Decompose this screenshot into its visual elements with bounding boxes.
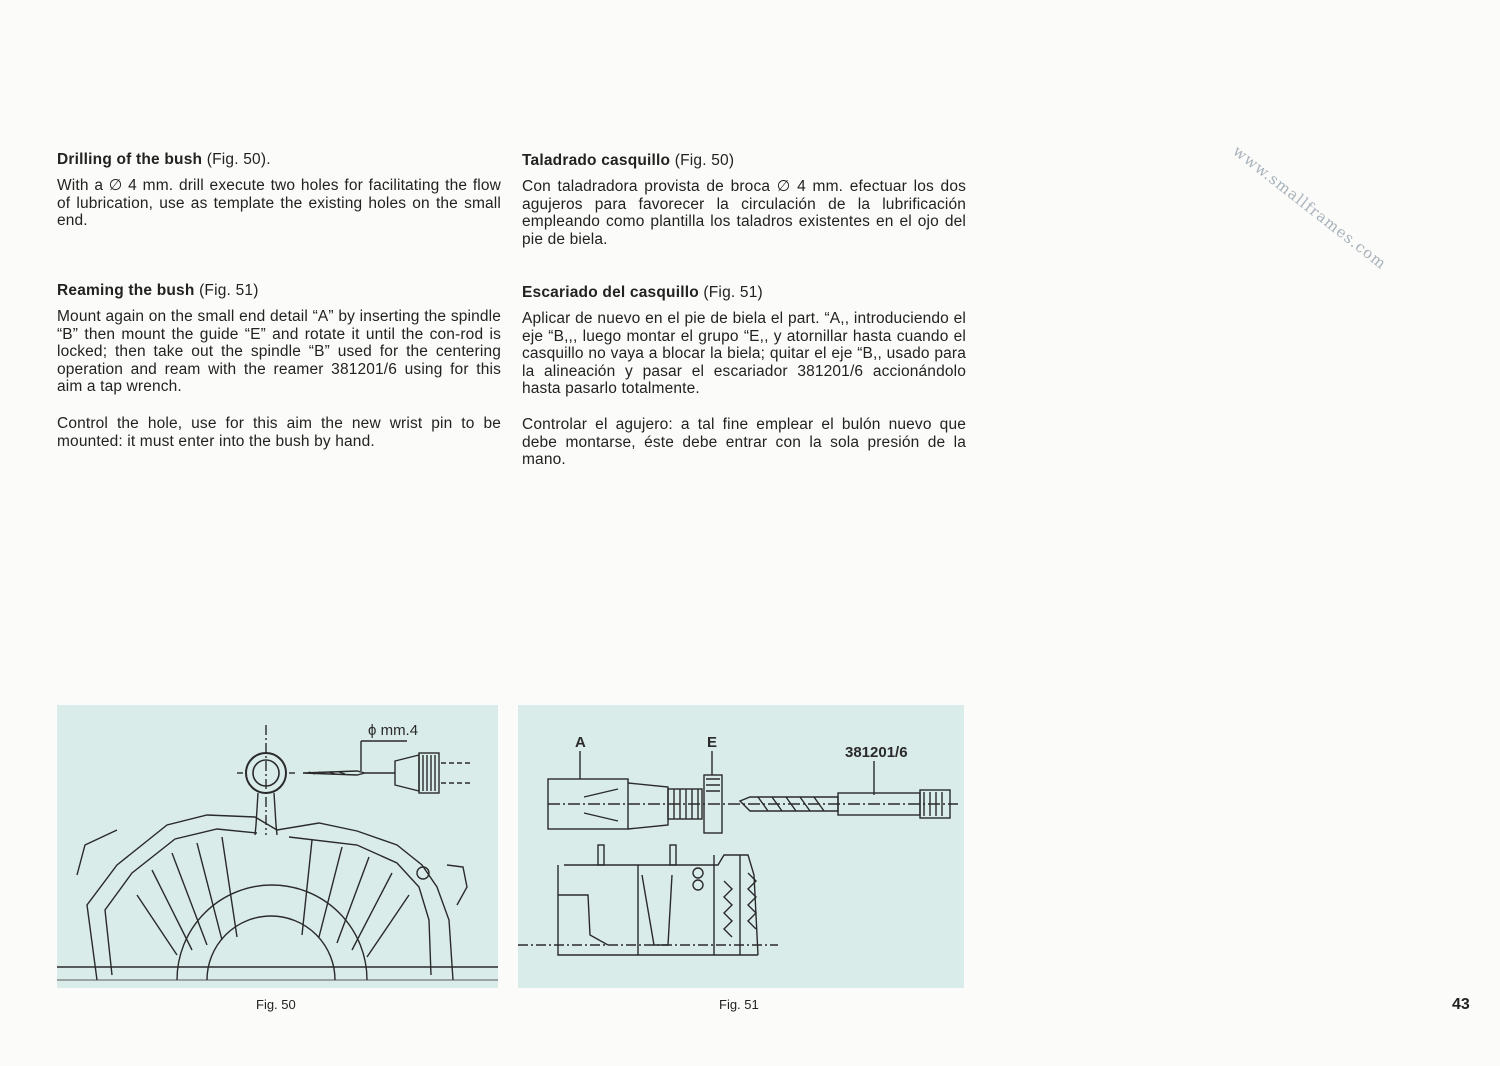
section-title-text: Escariado del casquillo <box>522 284 699 301</box>
watermark-text: www.smallframes.com <box>1229 141 1391 273</box>
reamer-part-number: 381201/6 <box>845 744 908 761</box>
page-number: 43 <box>1452 996 1470 1013</box>
section-title-taladrado <box>522 152 966 170</box>
paragraph-escariado-2: Controlar el agujero: a tal fine emplear el bulón nuevo que debe montarse, éste debe entrar con la sola presión de la mano. <box>522 416 966 469</box>
part-a-label: A <box>575 734 586 751</box>
section-title-drilling <box>57 151 501 169</box>
figure-reference: (Fig. 50) <box>674 152 735 169</box>
paragraph-reaming-2: Control the hole, use for this aim the new wrist pin to be mounted: it must enter into the bush by hand. <box>57 415 501 450</box>
section-title-text: Taladrado casquillo <box>522 152 671 169</box>
figure-51-illustration <box>518 705 964 988</box>
paragraph-escariado-1: Aplicar de nuevo en el pie de biela el part. “A,, introduciendo el eje “B,,, luego montar el grupo “E,, y atornillar hasta cuando el casquillo no vaya a blocar la biela; quitar el eje “B,, usado para la alineación y pasar el escariador 381201/6 accionándolo hasta pasarlo totalmente. <box>522 310 966 398</box>
section-title-text: Reaming the bush <box>57 282 195 299</box>
section-title-reaming <box>57 282 501 300</box>
drilling-illustration <box>57 705 498 988</box>
reaming-illustration <box>518 705 964 988</box>
section-title-escariado <box>522 284 966 302</box>
figure-reference: (Fig. 50). <box>206 151 271 168</box>
figure-50-caption: Fig. 50 <box>256 997 296 1012</box>
figure-reference: (Fig. 51) <box>199 282 259 299</box>
part-e-label: E <box>707 734 718 751</box>
figure-50-illustration <box>57 705 498 988</box>
drill-size-label: ϕ mm.4 <box>368 722 419 739</box>
paragraph-drilling: With a ∅ 4 mm. drill execute two holes for facilitating the flow of lubrication, use as template the existing holes on the small end. <box>57 177 501 230</box>
paragraph-reaming-1: Mount again on the small end detail “A” by inserting the spindle “B” then mount the guide “E” and rotate it until the con-rod is locked; then take out the spindle “B” used for the centering operation and ream with the reamer 381201/6 using for this aim a tap wrench. <box>57 308 501 396</box>
paragraph-taladrado: Con taladradora provista de broca ∅ 4 mm. efectuar los dos agujeros para favorecer la circulación de la lubrificación empleando como plantilla los taladros existentes en el ojo del pie de biela. <box>522 178 966 248</box>
figure-51-caption: Fig. 51 <box>719 997 759 1012</box>
section-title-text: Drilling of the bush <box>57 151 203 168</box>
figure-reference: (Fig. 51) <box>703 284 763 301</box>
